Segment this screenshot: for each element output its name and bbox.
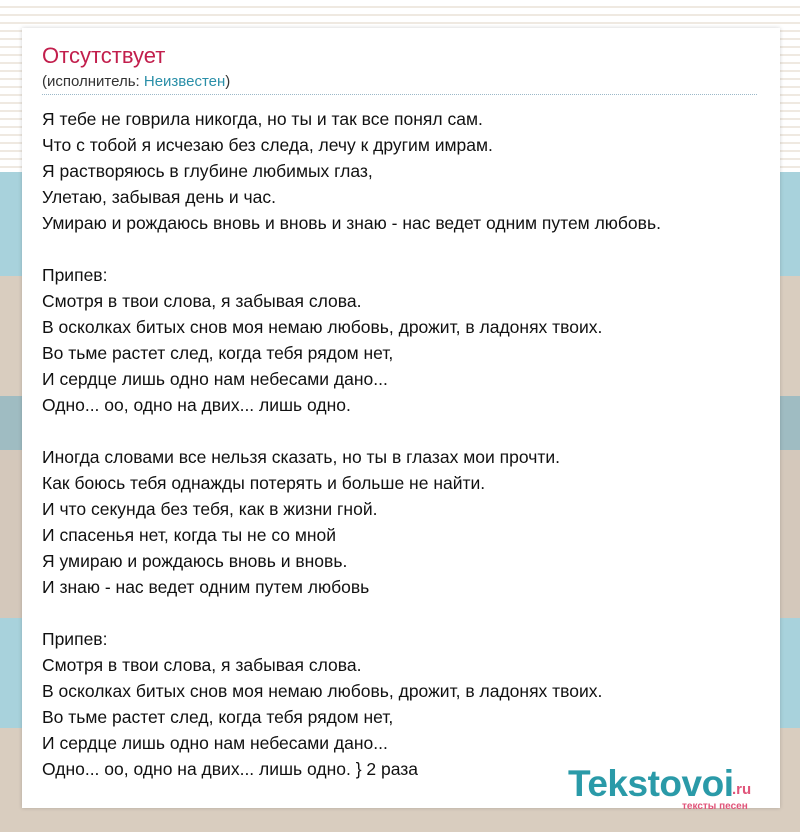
lyric-blank-line bbox=[42, 418, 772, 444]
lyric-line: Одно... оо, одно на двих... лишь одно. bbox=[42, 395, 351, 415]
lyric-line: Припев: bbox=[42, 265, 108, 285]
lyrics-text bbox=[42, 106, 772, 782]
lyric-line: Я тебе не говрила никогда, но ты и так все понял сам. bbox=[42, 109, 483, 129]
lyric-line: Как боюсь тебя однажды потерять и больше не найти. bbox=[42, 473, 486, 493]
lyric-line: Улетаю, забывая день и час. bbox=[42, 187, 276, 207]
lyric-blank-line bbox=[42, 236, 772, 262]
lyric-line: Иногда словами все нельзя сказать, но ты в глазах мои прочти. bbox=[42, 447, 560, 467]
lyric-line: И сердце лишь одно нам небесами дано... bbox=[42, 369, 388, 389]
logo-tld: .ru bbox=[732, 781, 752, 798]
logo-name: Tekstovoi bbox=[568, 763, 734, 804]
lyric-line: Во тьме растет след, когда тебя рядом нет, bbox=[42, 707, 394, 727]
lyric-line: Одно... оо, одно на двих... лишь одно. } 2 раза bbox=[42, 759, 419, 779]
lyric-blank-line bbox=[42, 600, 772, 626]
artist-prefix: (исполнитель: bbox=[42, 73, 144, 90]
site-logo[interactable] bbox=[568, 763, 778, 813]
lyric-line: Умираю и рождаюсь вновь и вновь и знаю - нас ведет одним путем любовь. bbox=[42, 213, 661, 233]
lyrics-card bbox=[22, 28, 780, 812]
artist-suffix: ) bbox=[225, 73, 231, 90]
song-title: Отсутствует bbox=[42, 43, 166, 68]
lyric-line: Я растворяюсь в глубине любимых глаз, bbox=[42, 161, 373, 181]
title-divider bbox=[42, 94, 757, 95]
lyric-line: Припев: bbox=[42, 629, 108, 649]
lyric-line: И спасенья нет, когда ты не со мной bbox=[42, 525, 337, 545]
artist-link[interactable]: Неизвестен bbox=[143, 73, 226, 90]
lyric-line: Что с тобой я исчезаю без следа, лечу к другим имрам. bbox=[42, 135, 493, 155]
lyric-line: Во тьме растет след, когда тебя рядом нет, bbox=[42, 343, 394, 363]
lyric-line: Смотря в твои слова, я забывая слова. bbox=[42, 291, 362, 311]
lyric-line: Я умираю и рождаюсь вновь и вновь. bbox=[42, 551, 348, 571]
logo-tagline: тексты песен bbox=[682, 801, 748, 812]
lyric-line: В осколках битых снов моя немаю любовь, дрожит, в ладонях твоих. bbox=[42, 681, 603, 701]
artist-line bbox=[42, 73, 230, 90]
lyric-line: В осколках битых снов моя немаю любовь, дрожит, в ладонях твоих. bbox=[42, 317, 603, 337]
lyric-line: И что секунда без тебя, как в жизни гной. bbox=[42, 499, 378, 519]
lyric-line: Смотря в твои слова, я забывая слова. bbox=[42, 655, 362, 675]
lyric-line: И сердце лишь одно нам небесами дано... bbox=[42, 733, 388, 753]
lyric-line: И знаю - нас ведет одним путем любовь bbox=[42, 577, 370, 597]
